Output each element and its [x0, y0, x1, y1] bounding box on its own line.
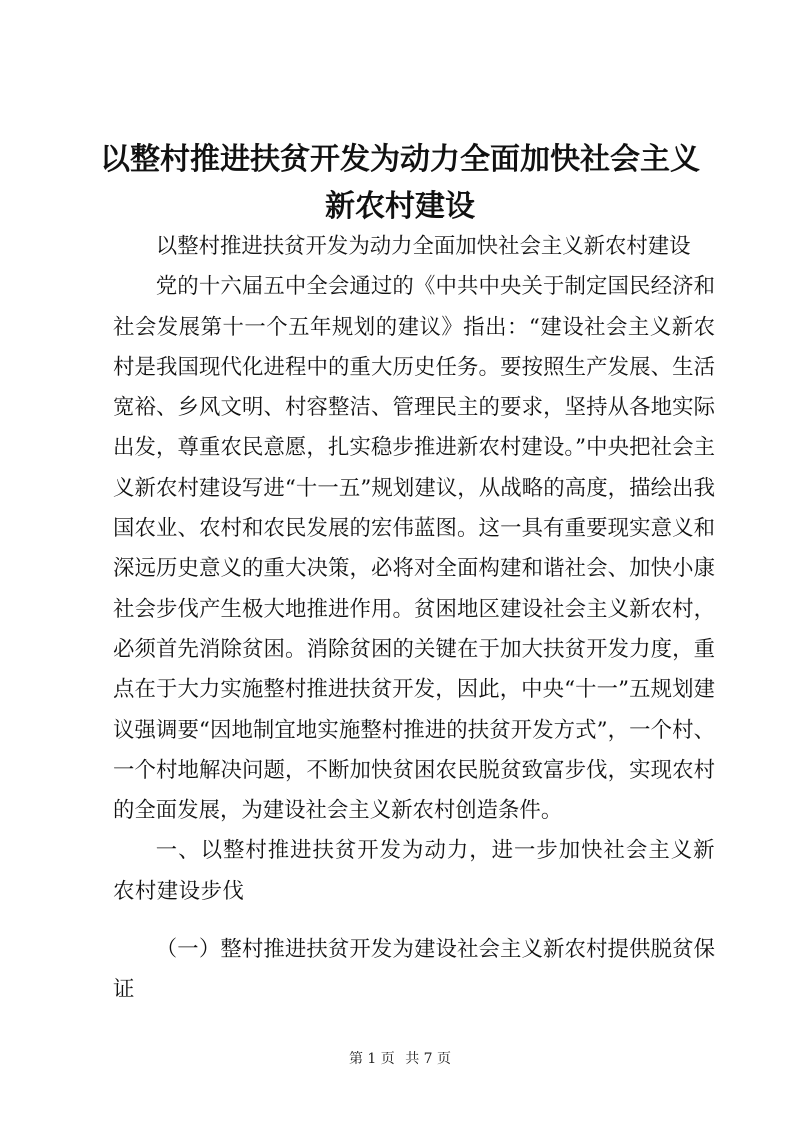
document-title — [80, 136, 720, 230]
page-number: 第 1 页 — [348, 1051, 395, 1067]
page-footer — [0, 1048, 800, 1068]
page-total: 共 7 页 — [405, 1051, 452, 1067]
document-body — [113, 227, 715, 1011]
title-line-1: 以整村推进扶贫开发为动力全面加快社会主义 — [100, 142, 700, 177]
subsection-heading: （一）整村推进扶贫开发为建设社会主义新农村提供脱贫保证 — [113, 937, 715, 1003]
title-line-2: 新农村建设 — [325, 189, 475, 224]
subtitle-paragraph: 以整村推进扶贫开发为动力全面加快社会主义新农村建设 — [155, 234, 691, 259]
section-heading: 一、以整村推进扶贫开发为动力，进一步加快社会主义新农村建设步伐 — [113, 838, 715, 904]
body-paragraph: 党的十六届五中全会通过的《中共中央关于制定国民经济和社会发展第十一个五年规划的建议》指出：“建设社会主义新农村是我国现代化进程中的重大历史任务。要按照生产发展、生活宽裕、乡风文明、村容整洁、管理民主的要求，坚持从各地实际出发，尊重农民意愿，扎实稳步推进新农村建设。”中央把社会主义新农村建设写进“十一五”规划建议，从战略的高度，描绘出我国农业、农村和农民发展的宏伟蓝图。这一具有重要现实意义和深远历史意义的重大决策，必将对全面构建和谐社会、加快小康社会步伐产生极大地推进作用。贫困地区建设社会主义新农村，必须首先消除贫困。消除贫困的关键在于加大扶贫开发力度，重点在于大力实施整村推进扶贫开发，因此，中央“十一”五规划建议强调要“因地制宜地实施整村推进的扶贫开发方式”，一个村、一个村地解决问题，不断加快贫困农民脱贫致富步伐，实现农村的全面发展，为建设社会主义新农村创造条件。 — [113, 274, 715, 824]
